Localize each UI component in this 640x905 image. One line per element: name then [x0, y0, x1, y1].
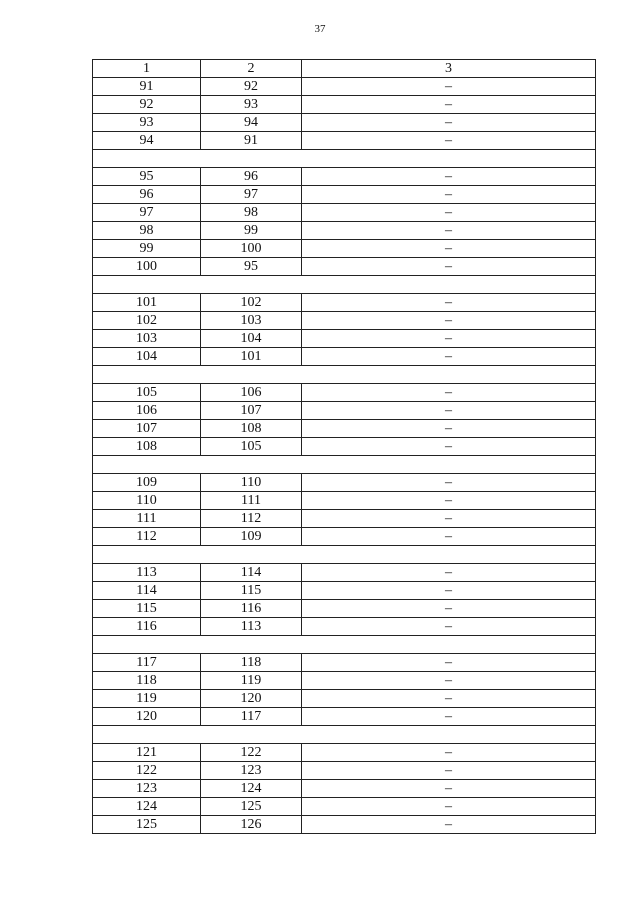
table-row — [93, 762, 596, 780]
table-cell-col-1: 122 — [93, 762, 201, 780]
table-cell-col-1: 103 — [93, 330, 201, 348]
table-cell-col-1: 93 — [93, 114, 201, 132]
table-cell-col-1: 96 — [93, 186, 201, 204]
table-row — [93, 474, 596, 492]
separator-cell — [93, 150, 596, 168]
table-row — [93, 330, 596, 348]
table-cell-col-2: 98 — [201, 204, 302, 222]
table-cell-col-3: – — [302, 528, 596, 546]
group-separator-row — [93, 456, 596, 474]
group-separator-row — [93, 366, 596, 384]
table-cell-col-2: 117 — [201, 708, 302, 726]
table-row — [93, 618, 596, 636]
table-cell-col-1: 105 — [93, 384, 201, 402]
table-row — [93, 384, 596, 402]
table-cell-col-1: 124 — [93, 798, 201, 816]
table-cell-col-1: 95 — [93, 168, 201, 186]
separator-cell — [93, 726, 596, 744]
table-cell-col-2: 107 — [201, 402, 302, 420]
group-separator-row — [93, 150, 596, 168]
table-cell-col-2: 93 — [201, 96, 302, 114]
table-cell-col-2: 110 — [201, 474, 302, 492]
table-cell-col-1: 101 — [93, 294, 201, 312]
table-cell-col-1: 99 — [93, 240, 201, 258]
table-cell-col-1: 109 — [93, 474, 201, 492]
table-cell-col-2: 101 — [201, 348, 302, 366]
table-cell-col-1: 115 — [93, 600, 201, 618]
table-cell-col-2: 113 — [201, 618, 302, 636]
group-separator-row — [93, 276, 596, 294]
table-cell-col-1: 104 — [93, 348, 201, 366]
table-cell-col-3: – — [302, 564, 596, 582]
table-cell-col-3: – — [302, 492, 596, 510]
table-cell-col-3: – — [302, 672, 596, 690]
table-cell-col-2: 108 — [201, 420, 302, 438]
separator-cell — [93, 636, 596, 654]
table-cell-col-2: 92 — [201, 78, 302, 96]
table-cell-col-1: 110 — [93, 492, 201, 510]
table-row — [93, 510, 596, 528]
table-cell-col-2: 97 — [201, 186, 302, 204]
table-cell-col-2: 102 — [201, 294, 302, 312]
column-header-2: 2 — [201, 60, 302, 78]
table-cell-col-1: 120 — [93, 708, 201, 726]
table-cell-col-1: 117 — [93, 654, 201, 672]
table-cell-col-1: 98 — [93, 222, 201, 240]
table-cell-col-1: 121 — [93, 744, 201, 762]
table-cell-col-3: – — [302, 114, 596, 132]
table-cell-col-3: – — [302, 510, 596, 528]
table-cell-col-1: 100 — [93, 258, 201, 276]
table-row — [93, 816, 596, 834]
table-cell-col-3: – — [302, 294, 596, 312]
table-cell-col-3: – — [302, 780, 596, 798]
table-row — [93, 744, 596, 762]
table-cell-col-1: 108 — [93, 438, 201, 456]
table-row — [93, 186, 596, 204]
separator-cell — [93, 366, 596, 384]
group-separator-row — [93, 636, 596, 654]
table-cell-col-2: 100 — [201, 240, 302, 258]
table-cell-col-1: 106 — [93, 402, 201, 420]
table-row — [93, 528, 596, 546]
table-row — [93, 96, 596, 114]
table-row — [93, 672, 596, 690]
table-cell-col-3: – — [302, 222, 596, 240]
table-cell-col-3: – — [302, 402, 596, 420]
table-cell-col-3: – — [302, 708, 596, 726]
table-cell-col-3: – — [302, 744, 596, 762]
table-cell-col-3: – — [302, 96, 596, 114]
table-cell-col-3: – — [302, 312, 596, 330]
table-row — [93, 654, 596, 672]
table-cell-col-3: – — [302, 438, 596, 456]
table-header-row — [93, 60, 596, 78]
table-row — [93, 600, 596, 618]
table-cell-col-3: – — [302, 690, 596, 708]
table-cell-col-3: – — [302, 816, 596, 834]
table-cell-col-1: 118 — [93, 672, 201, 690]
table-row — [93, 798, 596, 816]
table-cell-col-3: – — [302, 654, 596, 672]
table-cell-col-3: – — [302, 258, 596, 276]
separator-cell — [93, 456, 596, 474]
table-row — [93, 204, 596, 222]
table-row — [93, 690, 596, 708]
table-cell-col-2: 114 — [201, 564, 302, 582]
table-cell-col-2: 104 — [201, 330, 302, 348]
table-cell-col-2: 103 — [201, 312, 302, 330]
page-number: 37 — [314, 23, 326, 35]
table-row — [93, 258, 596, 276]
table-row — [93, 312, 596, 330]
table-cell-col-1: 116 — [93, 618, 201, 636]
table-cell-col-3: – — [302, 798, 596, 816]
table-cell-col-3: – — [302, 78, 596, 96]
table-cell-col-1: 102 — [93, 312, 201, 330]
separator-cell — [93, 276, 596, 294]
table-cell-col-1: 111 — [93, 510, 201, 528]
table-row — [93, 240, 596, 258]
separator-cell — [93, 546, 596, 564]
table-cell-col-3: – — [302, 330, 596, 348]
table-cell-col-2: 119 — [201, 672, 302, 690]
table-row — [93, 132, 596, 150]
table-cell-col-3: – — [302, 582, 596, 600]
table-row — [93, 168, 596, 186]
table-cell-col-2: 91 — [201, 132, 302, 150]
table-cell-col-3: – — [302, 132, 596, 150]
table-cell-col-2: 125 — [201, 798, 302, 816]
table-cell-col-1: 91 — [93, 78, 201, 96]
table-cell-col-2: 99 — [201, 222, 302, 240]
table-row — [93, 582, 596, 600]
table-cell-col-3: – — [302, 762, 596, 780]
table-cell-col-2: 123 — [201, 762, 302, 780]
table-cell-col-1: 92 — [93, 96, 201, 114]
table-cell-col-3: – — [302, 168, 596, 186]
table-cell-col-2: 126 — [201, 816, 302, 834]
table-cell-col-2: 95 — [201, 258, 302, 276]
table-row — [93, 438, 596, 456]
table-cell-col-2: 111 — [201, 492, 302, 510]
table-cell-col-3: – — [302, 420, 596, 438]
table-cell-col-2: 115 — [201, 582, 302, 600]
table-cell-col-1: 125 — [93, 816, 201, 834]
table-cell-col-1: 112 — [93, 528, 201, 546]
group-separator-row — [93, 546, 596, 564]
table-cell-col-1: 123 — [93, 780, 201, 798]
table-cell-col-3: – — [302, 384, 596, 402]
table-cell-col-3: – — [302, 600, 596, 618]
table-cell-col-2: 112 — [201, 510, 302, 528]
table-cell-col-2: 118 — [201, 654, 302, 672]
table-cell-col-2: 109 — [201, 528, 302, 546]
table-row — [93, 78, 596, 96]
table-row — [93, 492, 596, 510]
table-cell-col-3: – — [302, 348, 596, 366]
column-header-3: 3 — [302, 60, 596, 78]
table-body — [93, 78, 596, 834]
table-cell-col-3: – — [302, 240, 596, 258]
table-cell-col-2: 96 — [201, 168, 302, 186]
table-cell-col-1: 119 — [93, 690, 201, 708]
table-cell-col-2: 122 — [201, 744, 302, 762]
table-row — [93, 222, 596, 240]
data-table — [92, 59, 596, 834]
table-cell-col-3: – — [302, 204, 596, 222]
table-cell-col-2: 116 — [201, 600, 302, 618]
table-cell-col-3: – — [302, 186, 596, 204]
table-cell-col-1: 97 — [93, 204, 201, 222]
table-cell-col-1: 113 — [93, 564, 201, 582]
table-cell-col-2: 106 — [201, 384, 302, 402]
table-row — [93, 348, 596, 366]
table-cell-col-1: 94 — [93, 132, 201, 150]
table-cell-col-1: 114 — [93, 582, 201, 600]
table-cell-col-1: 107 — [93, 420, 201, 438]
table-row — [93, 708, 596, 726]
table-cell-col-2: 124 — [201, 780, 302, 798]
group-separator-row — [93, 726, 596, 744]
table-cell-col-2: 120 — [201, 690, 302, 708]
table-cell-col-2: 94 — [201, 114, 302, 132]
table-row — [93, 402, 596, 420]
column-header-1: 1 — [93, 60, 201, 78]
table-cell-col-3: – — [302, 474, 596, 492]
table-row — [93, 420, 596, 438]
table-row — [93, 294, 596, 312]
table-cell-col-2: 105 — [201, 438, 302, 456]
table-row — [93, 114, 596, 132]
table-row — [93, 564, 596, 582]
table-row — [93, 780, 596, 798]
table-cell-col-3: – — [302, 618, 596, 636]
